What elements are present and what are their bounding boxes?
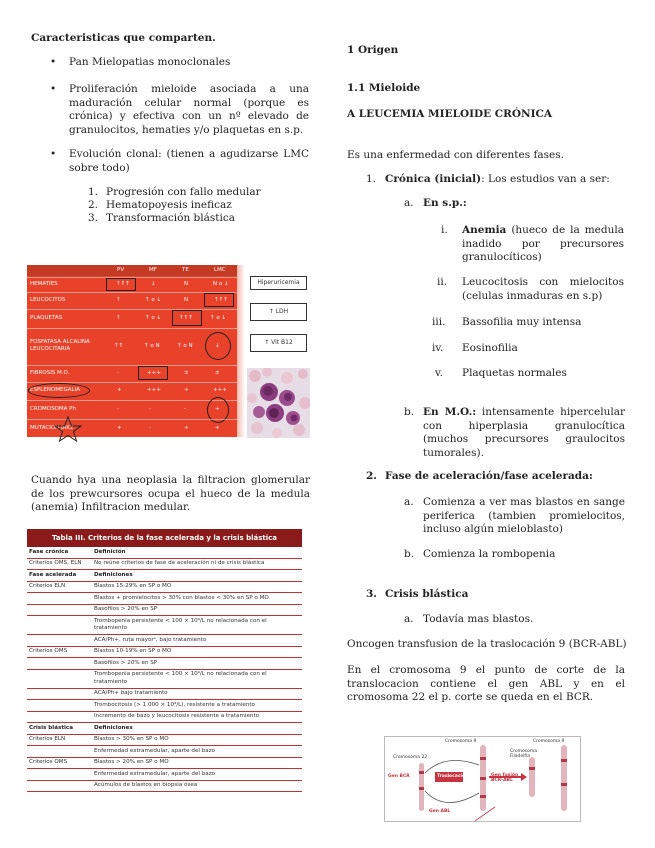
criteria-definition-cell: Blastos > 30% en SP o MO: [92, 734, 302, 746]
side-note-box: ↑ LDH: [250, 303, 307, 321]
diagram-label: Traslocación: [437, 774, 469, 779]
table-row: [27, 734, 302, 746]
bullet-item: Pan Mielopatias monoclonales: [69, 56, 231, 68]
criteria-definition-cell: ACA/Ph+, ruta mayorᵃ, bajo tratamiento: [92, 635, 302, 647]
highlight-box: [204, 293, 234, 307]
table-cell: +++: [147, 387, 161, 393]
criteria-definition-cell: Enfermedad extramedular, aparte del bazo: [92, 746, 302, 758]
criteria-table-title: Tabla III. Criterios de la fase acelerada y la crisis blástica: [27, 529, 302, 547]
chromosome-paragraph: En el cromosoma 9 el punto de corte de la translocacion contiene el gen ABL y en el cromosoma 22 el p. corte se queda en el BCR.: [347, 664, 625, 703]
row-label: ESPLENOMEGALIA: [30, 387, 80, 393]
table-cell: -: [117, 370, 119, 376]
diagram-label: Cromosoma Filadelfia: [510, 749, 538, 759]
table-cell: -: [149, 406, 151, 412]
table-cell: ↑ o N: [144, 343, 160, 349]
table-cell: N: [184, 281, 189, 287]
row-label: LEUCOCITOS: [30, 297, 66, 303]
list-letter: b.: [404, 406, 415, 418]
table-cell: +: [215, 406, 220, 412]
criteria-label-cell: Criterios ELN: [27, 581, 92, 593]
criteria-label-cell: [27, 711, 92, 723]
table-row: [27, 757, 302, 769]
table-cell: +: [117, 387, 122, 393]
blood-smear-image: [247, 368, 310, 438]
criteria-label-cell: Criterios OMS, ELN: [27, 558, 92, 570]
table-row: [27, 616, 302, 635]
highlight-circle: [205, 332, 231, 360]
highlight-circle: [28, 383, 90, 398]
criteria-definition-cell: Trombopenia persistente < 100 × 10⁹/L no relacionada con el tratamiento: [92, 669, 302, 688]
criteria-label-cell: [27, 688, 92, 700]
table-fade: [237, 265, 245, 437]
criteria-definition-cell: Blastos + promielocitos > 30% con blastos < 30% en SP o MO: [92, 593, 302, 605]
section-row: [27, 723, 302, 735]
criteria-definition-cell: Blastos > 20% en SP o MO: [92, 757, 302, 769]
roman-number: iv.: [432, 342, 444, 354]
table-cell: N o ↓: [213, 281, 229, 287]
phase1-item: [385, 173, 610, 187]
list-number: 1.: [366, 173, 377, 185]
phase3-title: Crisis blástica: [385, 588, 469, 600]
list-letter: a.: [404, 496, 414, 508]
row-label: FOSFATASA ALCALINA LEUCOCITARIA: [30, 339, 90, 352]
bullet-dot: •: [50, 148, 57, 160]
table-cell: +: [184, 387, 189, 393]
column-header: LMC: [214, 267, 226, 273]
criteria-definition-cell: No reúne criterios de fase de aceleración ni de crisis blástica: [92, 558, 302, 570]
table-cell: +: [184, 425, 189, 431]
diagram-label: Cromosoma 22: [393, 755, 428, 760]
roman-item: [462, 224, 624, 265]
heading-mieloide: 1.1 Mieloide: [347, 82, 421, 94]
translocation-diagram: [384, 736, 581, 822]
table-row: [27, 581, 302, 593]
table-row: [27, 646, 302, 658]
roman-item: Leucocitosis con mielocitos (celulas inmaduras en s.p): [462, 276, 624, 302]
phase2-item: Comienza la rombopenia: [423, 548, 556, 560]
star-annotation-icon: [53, 416, 83, 442]
bullet-item: Proliferación mieloide asociada a una maduración celular normal (porque es crónica) y efectiva con un nº elevado de granulocitos, hematies y/o plaquetas en s.p.: [69, 83, 309, 136]
section-row: [27, 570, 302, 582]
criteria-definition-cell: Blastos 10-19% en SP o MO: [92, 646, 302, 658]
criteria-definition-cell: Blastos 15-29% en SP o MO: [92, 581, 302, 593]
roman-item: Eosinofilia: [462, 342, 518, 354]
intro-text: Es una enfermedad con diferentes fases.: [347, 149, 564, 161]
column-header: TE: [182, 267, 189, 273]
row-label: CROMOSOMA Ph: [30, 406, 76, 412]
list-letter: b.: [404, 548, 415, 560]
criteria-definition-cell: Definiciones: [92, 570, 302, 582]
phase1-title: Crónica (inicial): [385, 173, 482, 185]
phase3-item: Todavía mas blastos.: [423, 613, 534, 625]
section-row: [27, 547, 302, 558]
table-row: [27, 700, 302, 712]
table-row: [27, 746, 302, 758]
table-cell: ↑↑↑: [116, 281, 130, 287]
phase2-item: Comienza a ver mas blastos en sange periferica (tambien promielocitos, incluso algún mieloblasto): [423, 496, 625, 535]
table-cell: ±: [184, 370, 189, 376]
criteria-label-cell: [27, 669, 92, 688]
roman-item-title: Anemia: [462, 224, 507, 236]
table-row: [27, 593, 302, 605]
table-cell: +: [215, 425, 220, 431]
oncogen-text: Oncogen transfusion de la traslocación 9 (BCR-ABL): [347, 638, 627, 650]
bullet-item: Evolución clonal: (tienen a agudizarse LMC sobre todo): [69, 148, 309, 174]
criteria-label-cell: [27, 658, 92, 670]
criteria-definition-cell: Enfermedad extramedular, aparte del bazo: [92, 769, 302, 781]
bullet-dot: •: [50, 83, 57, 95]
list-letter: a.: [404, 613, 414, 625]
table-cell: +++: [147, 370, 161, 376]
heading-origen: 1 Origen: [347, 44, 399, 56]
highlight-box: [172, 310, 202, 326]
numbered-number: 3.: [88, 212, 99, 224]
criteria-label-cell: [27, 616, 92, 635]
heading-lmc: A LEUCEMIA MIELOIDE CRÓNICA: [347, 108, 553, 120]
table-cell: ±: [215, 370, 220, 376]
table-row: [27, 711, 302, 723]
table-cell: ↑ o ↓: [210, 315, 227, 321]
roman-number: ii.: [437, 276, 448, 288]
phase2-title: Fase de aceleración/fase acelerada:: [385, 470, 593, 482]
criteria-definition-cell: Trombocitosis (> 1.000 × 10⁹/L), resistente a tratamiento: [92, 700, 302, 712]
table-cell: -: [149, 425, 151, 431]
criteria-label-cell: Fase crónica: [27, 547, 92, 558]
subitem-mo: [423, 406, 625, 460]
roman-number: v.: [435, 367, 444, 379]
table-cell: ↑↑: [114, 343, 124, 349]
table-row: [27, 604, 302, 616]
column-header: MF: [149, 267, 157, 273]
subitem-mo-text: intensamente hipercelular con hiperplasia granulocítica (muchos precursores graulocitos tumorales).: [423, 406, 625, 459]
diagram-label: Gen fusión BCR-ABL: [491, 773, 519, 783]
criteria-label-cell: [27, 593, 92, 605]
numbered-item: Hematopoyesis ineficaz: [106, 199, 232, 211]
table-cell: ↑↑↑: [179, 315, 193, 321]
phase1-text: : Los estudios van a ser:: [481, 173, 610, 185]
table-row: [27, 780, 302, 792]
list-number: 3.: [366, 588, 377, 600]
table-cell: ↑ o ↓: [145, 315, 162, 321]
numbered-number: 2.: [88, 199, 99, 211]
table-row: [27, 635, 302, 647]
numbered-number: 1.: [88, 186, 99, 198]
row-label: PLAQUETAS: [30, 315, 63, 321]
list-number: 2.: [366, 470, 377, 482]
row-label: HEMATIES: [30, 281, 58, 287]
table-cell: ↓: [215, 343, 220, 349]
chromosome-diagram-graphic: [385, 737, 580, 821]
table-cell: ↑ o ↓: [145, 297, 162, 303]
hematology-table: [27, 265, 237, 437]
subitem-sp: En s.p.:: [423, 197, 467, 209]
criteria-definition-cell: Incremento de bazo y leucocitosis resistente a tratamiento: [92, 711, 302, 723]
diagram-label: Gen ABL: [429, 809, 451, 814]
numbered-item: Progresión con fallo medular: [106, 186, 261, 198]
roman-number: iii.: [432, 316, 446, 328]
table-cell: N: [184, 297, 189, 303]
characteristics-heading: Caracteristicas que comparten.: [31, 32, 216, 44]
table-cell: ↑↑↑: [214, 297, 228, 303]
criteria-label-cell: [27, 700, 92, 712]
roman-item: Plaquetas normales: [462, 367, 567, 379]
diagram-label: Cromosoma 9: [445, 739, 477, 744]
row-label: FIBROSIS M.O.: [30, 370, 70, 376]
roman-item: Bassofilia muy intensa: [462, 316, 582, 328]
criteria-table: [27, 529, 302, 792]
roman-item-text: (hueco de la medula inadido por precursores granulocíticos): [462, 224, 624, 263]
highlight-box: [138, 366, 168, 380]
column-header: PV: [117, 267, 125, 273]
criteria-label-cell: [27, 604, 92, 616]
table-cell: ↑: [116, 297, 121, 303]
table-row: [27, 558, 302, 570]
diagram-label: Cromosoma 9: [533, 739, 565, 744]
table-row: [27, 769, 302, 781]
numbered-item: Transformación blástica: [106, 212, 235, 224]
highlight-box: [106, 278, 136, 291]
criteria-label-cell: [27, 780, 92, 792]
list-letter: a.: [404, 197, 414, 209]
criteria-label-cell: Crisis blástica: [27, 723, 92, 735]
table-cell: -: [184, 406, 186, 412]
criteria-label-cell: [27, 746, 92, 758]
subitem-mo-title: En M.O.:: [423, 406, 477, 418]
criteria-definition-cell: Trombopenia persistente < 100 × 10⁹/L no relacionada con el tratamiento: [92, 616, 302, 635]
side-note-box: ↑ Vit B12: [250, 334, 307, 352]
criteria-definition-cell: Basófilos > 20% en SP: [92, 658, 302, 670]
table-cell: ↓: [151, 281, 156, 287]
criteria-definition-cell: Basófilos > 20% en SP: [92, 604, 302, 616]
table-cell: ↑: [116, 315, 121, 321]
roman-number: i.: [441, 224, 448, 236]
table-cell: +++: [213, 387, 227, 393]
criteria-definition-cell: Definición: [92, 547, 302, 558]
table-row: [27, 669, 302, 688]
criteria-label-cell: [27, 635, 92, 647]
criteria-label-cell: [27, 769, 92, 781]
criteria-label-cell: Criterios OMS: [27, 646, 92, 658]
criteria-definition-cell: Definiciones: [92, 723, 302, 735]
table-cell: ↑ o N: [177, 343, 193, 349]
bullet-dot: •: [50, 56, 57, 68]
criteria-label-cell: Criterios ELN: [27, 734, 92, 746]
side-note-box: Hiperuricemia: [250, 276, 307, 290]
infiltration-paragraph: Cuando hya una neoplasia la filtracion glomerular de los prewcursores ocupa el hueco de la medula (anemia) Infiltracion medular.: [31, 474, 310, 513]
diagram-label: Gen BCR: [388, 774, 410, 779]
row-label: MUTACION JAK2: [30, 425, 74, 431]
criteria-label-cell: Fase acelerada: [27, 570, 92, 582]
table-header-row: [27, 265, 237, 276]
table-row: [27, 688, 302, 700]
criteria-label-cell: Criterios OMS: [27, 757, 92, 769]
table-row: [27, 658, 302, 670]
table-cell: +: [117, 425, 122, 431]
criteria-definition-cell: ACA/Ph+ bajo tratamiento: [92, 688, 302, 700]
table-cell: -: [117, 406, 119, 412]
criteria-definition-cell: Acúmulos de blastos en biopsia ósea: [92, 780, 302, 792]
